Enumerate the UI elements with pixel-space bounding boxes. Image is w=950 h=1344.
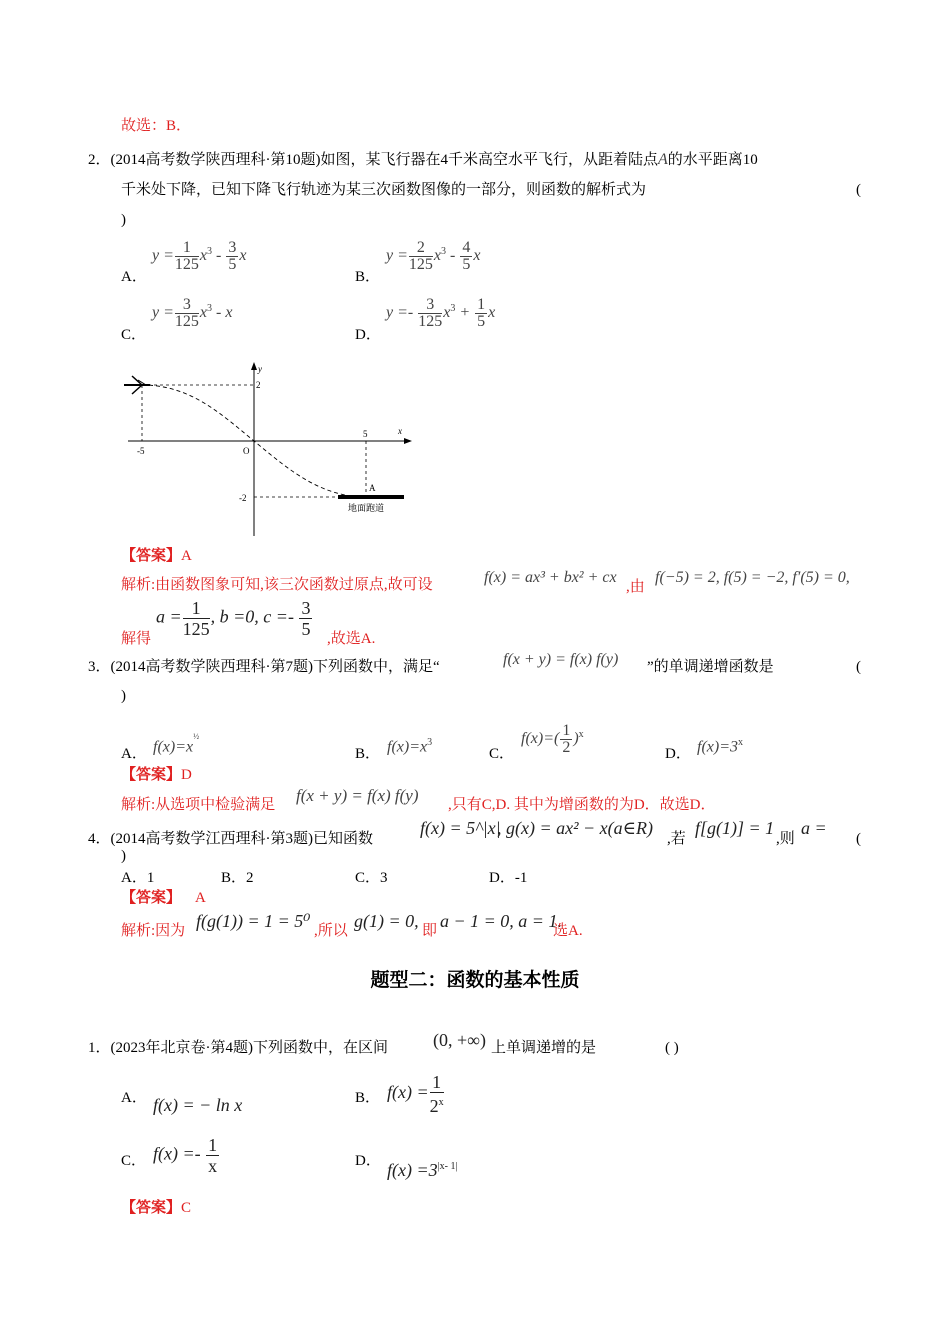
q2-analysis-text: 解析:由函数图象可知,该三次函数过原点,故可设	[121, 577, 433, 593]
q2-option-b-formula: y = $\frac{2}{125}$ $x^3$ - $\frac{4}{5}$ x	[386, 239, 481, 273]
q2-stem-line2: 千米处下降，已知下降飞行轨迹为某三次函数图像的一部分，则函数的解析式为	[121, 182, 647, 198]
q4-option-a: A．1	[121, 870, 155, 886]
q3-answer	[121, 765, 192, 785]
q3-paren-open: (	[856, 659, 861, 675]
q2-point-a: A	[658, 151, 668, 168]
x-tick-neg5: -5	[137, 446, 145, 456]
q4-option-d: D．-1	[489, 870, 528, 886]
q5-option-b-label: B．	[355, 1090, 381, 1106]
q5-option-c-label: C．	[121, 1153, 147, 1169]
q4-stem-condition: f[g(1)] = 1	[695, 818, 775, 838]
q3-option-a-formula: $f(x)=x^{\frac{1}{2}}$	[153, 732, 200, 756]
q4-stem-ask: a =	[801, 818, 827, 838]
q2-option-c-label: C．	[121, 327, 147, 343]
y-tick-neg2: -2	[239, 493, 247, 503]
q5-option-c-formula: f(x) =- $\frac{1}{x}$	[153, 1135, 218, 1176]
q2-analysis-formula: f(x) = ax³ + bx² + cx	[484, 569, 617, 586]
q4-analysis-formula1: f(g(1)) = 1 = 5⁰	[196, 911, 311, 931]
q5-answer	[121, 1198, 191, 1218]
q2-analysis-mid: ,由	[626, 579, 645, 595]
q5-answer-value: C	[181, 1200, 192, 1216]
q3-stem-formula: f(x + y) = f(x) f(y)	[503, 651, 619, 668]
q4-stem-then: ,则	[776, 831, 795, 847]
q5-option-d-label: D．	[355, 1153, 381, 1169]
q3-option-b-formula: $f(x)=x^3$	[387, 737, 433, 756]
q4-stem-formula-f: f(x) = 5^|x|	[420, 818, 501, 838]
q2-analysis-conditions: f(−5) = 2, f(5) = −2, f′(5) = 0,	[655, 569, 850, 586]
runway-label: 地面跑道	[348, 504, 385, 514]
q4-analysis-formula2: g(1) = 0,	[354, 911, 419, 931]
q3-paren-close: )	[121, 688, 126, 704]
x-axis-label: x	[398, 426, 402, 436]
q3-option-c-label: C．	[489, 746, 515, 762]
q5-option-d-formula: $f(x) =3^{|x- 1|}$	[387, 1160, 458, 1180]
q4-analysis-mid: ,所以	[314, 923, 348, 939]
q4-answer	[121, 888, 206, 908]
q3-answer-value: D	[181, 767, 192, 783]
q3-analysis-pre: 解析:从选项中检验满足	[121, 797, 276, 813]
q2-paren-close: )	[121, 212, 126, 228]
q2-stem-line1	[88, 150, 758, 170]
q2-answer-value: A	[181, 548, 192, 564]
q2-option-a-label: A．	[121, 269, 147, 285]
q5-option-a-label: A．	[121, 1090, 147, 1106]
q4-analysis-end: 选A.	[553, 923, 583, 939]
x-tick-5: 5	[363, 429, 368, 439]
y-tick-2: 2	[256, 380, 261, 390]
origin-label: O	[243, 446, 250, 456]
q5-option-a-formula: f(x) = − ln x	[153, 1095, 243, 1115]
q2-analysis-line1	[121, 575, 433, 595]
q2-answer-label: 【答案】	[121, 548, 182, 564]
x-axis-arrow	[404, 438, 412, 444]
q5-paren: ( )	[665, 1040, 679, 1056]
q3-option-a-label: A．	[121, 746, 147, 762]
q2-analysis-end: ,故选A.	[327, 631, 376, 647]
q5-answer-label: 【答案】	[121, 1200, 182, 1216]
q2-option-d-label: D．	[355, 327, 381, 343]
q3-stem	[88, 657, 440, 677]
q4-analysis-pre: 解析:因为	[121, 923, 186, 939]
q4-paren-open: (	[856, 831, 861, 847]
airplane-icon	[124, 376, 150, 394]
q2-analysis-solve-label: 解得	[121, 631, 152, 647]
q4-paren-close: )	[121, 848, 126, 864]
q2-answer	[121, 546, 192, 566]
q5-stem-interval: (0, +∞)	[433, 1030, 486, 1050]
q4-stem-mid: ,若	[667, 831, 686, 847]
q3-stem-pre: 3．(2014高考数学陕西理科·第7题)下列函数中，满足“	[88, 659, 440, 675]
section-title: 题型二：函数的基本性质	[370, 970, 580, 991]
q4-analysis-mid2: 即	[422, 923, 438, 939]
q3-analysis-post: ,只有C,D. 其中为增函数的为D．故选D．	[448, 797, 716, 813]
q3-option-d-label: D．	[665, 746, 691, 762]
q2-option-c-formula: y = $\frac{3}{125}$ $x^3$ - x	[152, 296, 233, 330]
q2-analysis-solution: a = $\frac{1}{125}$ , b =0, c =- $\frac{3}{5}$	[156, 598, 311, 639]
q2-option-a-formula: y = $\frac{1}{125}$ $x^3$ - $\frac{3}{5}$ x	[152, 239, 247, 273]
q5-stem-pre: 1．(2023年北京卷·第4题)下列函数中，在区间	[88, 1040, 388, 1056]
q5-option-b-formula: f(x) = $\frac{1}{2^x}$	[387, 1072, 444, 1116]
q4-answer-value: A	[195, 890, 206, 906]
q5-stem-post: 上单调递增的是	[491, 1040, 597, 1056]
q2-stem-text: 2．(2014高考数学陕西理科·第10题)如图，某飞行器在4千米高空水平飞行，从距着陆点	[88, 152, 658, 168]
q4-option-c: C．3	[355, 870, 388, 886]
q4-analysis-formula3: a − 1 = 0, a = 1.	[440, 911, 562, 931]
previous-answer-line: 故选：B．	[121, 118, 192, 134]
q3-stem-post: ”的单调递增函数是	[647, 659, 774, 675]
q2-flight-path-graph	[120, 358, 420, 540]
q2-stem-text-end: 的水平距离10	[667, 152, 758, 168]
y-axis-arrow	[251, 362, 257, 370]
q3-option-d-formula: $f(x)=3^x$	[697, 737, 743, 756]
q2-option-d-formula: y =- $\frac{3}{125}$ $x^3$ + $\frac{1}{5}$ x	[386, 296, 496, 330]
q3-analysis-formula: f(x + y) = f(x) f(y)	[296, 786, 419, 805]
q4-answer-label: 【答案】	[121, 890, 182, 906]
q3-answer-label: 【答案】	[121, 767, 182, 783]
q4-option-b: B．2	[221, 870, 254, 886]
q2-option-b-label: B．	[355, 269, 381, 285]
q4-stem-pre: 4．(2014高考数学江西理科·第3题)已知函数	[88, 831, 373, 847]
q2-paren-open: (	[856, 182, 861, 198]
q3-option-b-label: B．	[355, 746, 381, 762]
q4-stem-formula-g: , g(x) = ax² − x(a∈R)	[497, 818, 653, 838]
point-a-label: A	[369, 483, 376, 493]
y-axis-label: y	[258, 364, 262, 374]
q3-option-c-formula: f(x)=( $\frac{1}{2}$ )$^x$	[521, 722, 584, 756]
